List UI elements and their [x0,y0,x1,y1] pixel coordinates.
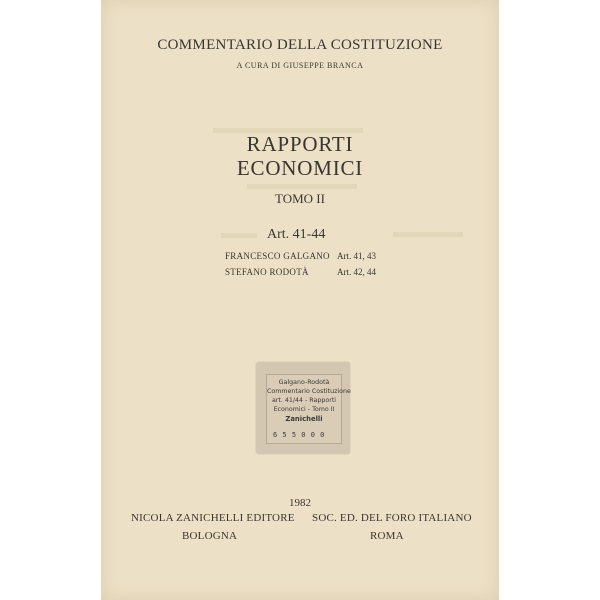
show-through-line [247,184,357,189]
sticker-line: art. 41/44 - Rapporti [271,397,337,404]
city-right: ROMA [370,530,404,542]
sticker-publisher: Zanichelli [285,415,323,423]
sticker-line: Galgano-Rodotà [278,379,330,386]
editor-line: A CURA DI GIUSEPPE BRANCA [236,61,364,70]
publisher-left: NICOLA ZANICHELLI EDITORE [131,512,295,524]
volume-label: TOMO II [275,191,325,206]
author-name: STEFANO RODOTÀ [225,267,309,277]
publisher-right: SOC. ED. DEL FORO ITALIANO [312,512,472,524]
show-through-line [221,233,257,238]
sticker-label [266,374,351,444]
sticker-line: Commentario Costituzione [267,388,351,395]
title-line-1: RAPPORTI [246,132,354,156]
city-left: BOLOGNA [182,530,238,542]
sticker-line: Economici - Tomo II [273,406,335,413]
article-range: Art. 41-44 [267,227,326,242]
author-articles: Art. 41, 43 [337,251,376,261]
author-articles: Art. 42, 44 [337,267,376,277]
author-name: FRANCESCO GALGANO [225,251,330,261]
title-page [101,0,499,600]
sticker-code: 6 5 5 0 0 0 [273,431,325,439]
show-through-line [393,232,463,237]
title-line-2: ECONOMICI [236,156,364,180]
price-sticker [256,362,350,454]
series-title: COMMENTARIO DELLA COSTITUZIONE [157,37,443,53]
publication-year: 1982 [289,497,311,509]
